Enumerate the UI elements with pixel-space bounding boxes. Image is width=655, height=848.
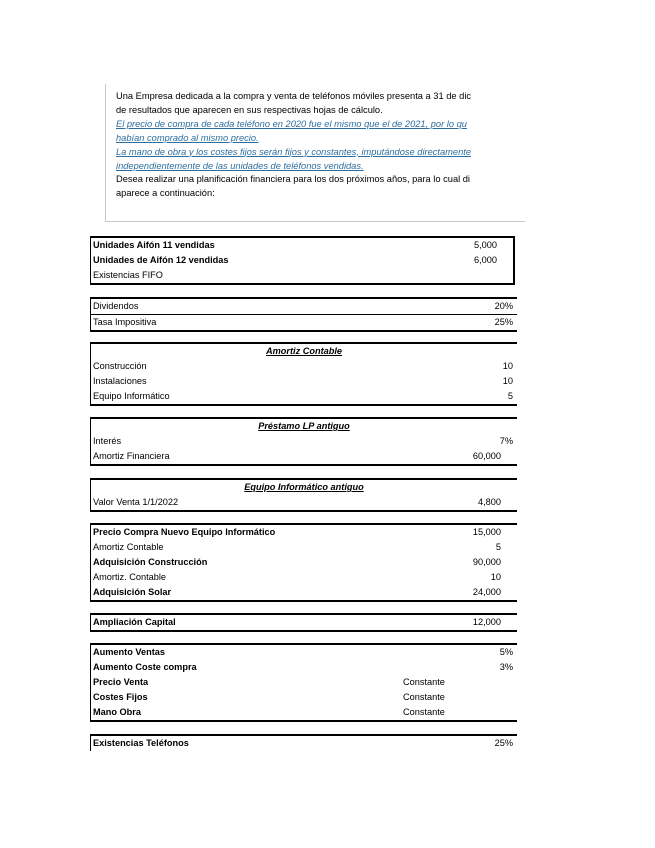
cell-value[interactable]: 60,000 <box>472 451 501 461</box>
cell-value[interactable]: 10 <box>502 376 513 386</box>
cell-label[interactable]: Unidades Aifón 11 vendidas <box>93 240 215 250</box>
intro-text-box <box>105 84 525 222</box>
intro-line: Desea realizar una planificación financiera para los dos próximos años, para lo cual di <box>116 174 470 185</box>
cell-label[interactable]: Adquisición Solar <box>93 587 172 597</box>
cell-label[interactable]: Aumento Coste compra <box>93 662 197 672</box>
table-row <box>91 449 517 464</box>
intro-line-link[interactable]: habían comprado al mismo precio. <box>116 132 259 143</box>
table-row <box>91 268 513 283</box>
table-row <box>91 705 517 720</box>
loan-table <box>90 417 517 466</box>
table-row <box>91 660 517 675</box>
cell-value[interactable]: 10 <box>502 361 513 371</box>
cell-label[interactable]: Amortiz. Contable <box>93 572 167 582</box>
cell-label[interactable]: Amortiz Contable <box>93 542 164 552</box>
dividends-table <box>90 297 517 332</box>
intro-line-link[interactable]: El precio de compra de cada teléfono en 2020 fue el mismo que el de 2021, por lo qu <box>116 118 467 129</box>
cell-label[interactable]: Precio Compra Nuevo Equipo Informático <box>93 527 276 537</box>
cell-label[interactable]: Existencias FIFO <box>93 270 163 280</box>
table-row <box>91 690 517 705</box>
capital-table <box>90 613 517 632</box>
intro-line-link[interactable]: independientemente de las unidades de teléfonos vendidas. <box>116 160 364 171</box>
cell-label[interactable]: Equipo Informático <box>93 391 170 401</box>
cell-label[interactable]: Mano Obra <box>93 707 141 717</box>
old-equipment-table <box>90 478 517 512</box>
table-row <box>91 570 517 585</box>
cell-value[interactable]: 5,000 <box>474 240 497 250</box>
table-row <box>91 434 517 449</box>
intro-line: Una Empresa dedicada a la compra y venta de teléfonos móviles presenta a 31 de dic <box>116 91 472 101</box>
cell-mid[interactable]: Constante <box>403 692 445 702</box>
table-row <box>91 299 517 315</box>
table-header-row <box>91 419 517 434</box>
cell-label[interactable]: Tasa Impositiva <box>93 317 157 327</box>
table-row <box>91 540 517 555</box>
cell-label[interactable]: Aumento Ventas <box>93 647 165 657</box>
cell-label[interactable]: Construcción <box>93 361 147 371</box>
cell-value[interactable]: 5 <box>507 391 513 401</box>
cell-value[interactable]: 3% <box>499 662 513 672</box>
cell-value[interactable]: 5% <box>499 647 513 657</box>
table-header-row <box>91 480 517 495</box>
section-heading: Préstamo LP antiguo <box>258 421 350 431</box>
table-row <box>91 253 513 268</box>
intro-line: aparece a continuación: <box>116 188 215 199</box>
amortiz-contable-table <box>90 342 517 406</box>
section-heading: Amortiz Contable <box>265 346 343 356</box>
cell-label[interactable]: Instalaciones <box>93 376 147 386</box>
table-row <box>91 495 517 510</box>
table-row <box>91 555 517 570</box>
cell-label[interactable]: Ampliación Capital <box>93 617 176 627</box>
cell-value[interactable]: 15,000 <box>472 527 501 537</box>
table-row <box>91 389 517 404</box>
forecast-table <box>90 643 517 722</box>
cell-label[interactable]: Adquisición Construcción <box>93 557 208 567</box>
cell-value[interactable]: 4,800 <box>478 497 501 507</box>
cell-value[interactable]: 10 <box>490 572 501 582</box>
table-header-row <box>91 344 517 359</box>
cell-label[interactable]: Costes Fijos <box>93 692 148 702</box>
cell-value[interactable]: 90,000 <box>472 557 501 567</box>
cell-value[interactable]: 20% <box>494 301 513 311</box>
table-row <box>91 238 513 253</box>
cell-value[interactable]: 6,000 <box>474 255 497 265</box>
table-row <box>91 525 517 540</box>
intro-line: de resultados que aparecen en sus respectivas hojas de cálculo. <box>116 104 383 115</box>
cell-label[interactable]: Unidades de Aifón 12 vendidas <box>93 255 229 265</box>
cell-value[interactable]: 25% <box>494 317 513 327</box>
table-row <box>91 615 517 630</box>
cell-label[interactable]: Existencias Teléfonos <box>93 738 189 748</box>
table-row <box>91 645 517 660</box>
section-heading: Equipo Informático antiguo <box>244 482 364 492</box>
table-row <box>91 374 517 389</box>
cell-mid[interactable]: Constante <box>403 707 445 717</box>
cell-label[interactable]: Amortiz Financiera <box>93 451 170 461</box>
table-row <box>91 675 517 690</box>
cell-label[interactable]: Dividendos <box>93 301 139 311</box>
cell-value[interactable]: 7% <box>499 436 513 446</box>
cell-value[interactable]: 5 <box>495 542 501 552</box>
cell-label[interactable]: Valor Venta 1/1/2022 <box>93 497 179 507</box>
table-row <box>91 585 517 600</box>
investments-table <box>90 523 517 602</box>
units-sold-table <box>90 236 515 285</box>
intro-line-link[interactable]: La mano de obra y los costes fijos serán fijos y constantes, imputándose directamente <box>116 146 472 157</box>
table-row <box>91 315 517 330</box>
cell-value[interactable]: 12,000 <box>472 617 501 627</box>
stock-table <box>90 734 517 751</box>
cell-label[interactable]: Precio Venta <box>93 677 149 687</box>
cell-label[interactable]: Interés <box>93 436 122 446</box>
cell-mid[interactable]: Constante <box>403 677 445 687</box>
table-row <box>91 736 517 751</box>
table-row <box>91 359 517 374</box>
cell-value[interactable]: 24,000 <box>472 587 501 597</box>
cell-value[interactable]: 25% <box>494 738 513 748</box>
